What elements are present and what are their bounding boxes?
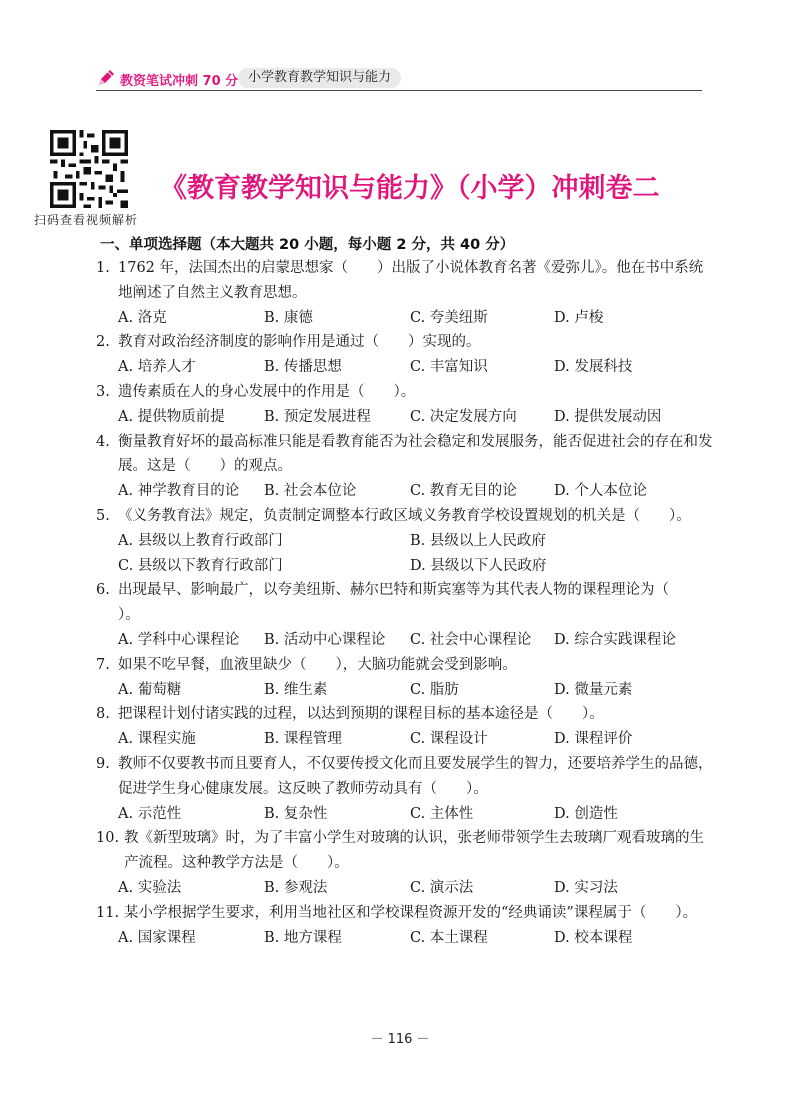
option-row xyxy=(118,678,716,703)
option-b: B. 康德 xyxy=(264,309,313,326)
option-c: C. 决定发展方向 xyxy=(410,408,517,425)
question-stem: 把课程计划付诸实践的过程，以达到预期的课程目标的基本途径是（ ）。 xyxy=(118,706,604,723)
option-d: D. 卢梭 xyxy=(554,309,604,326)
question-stem: 如果不吃早餐，血液里缺少（ ），大脑功能就会受到影响。 xyxy=(118,656,517,673)
option-a: A. 学科中心课程论 xyxy=(118,631,240,648)
question-item xyxy=(96,330,716,380)
option-row xyxy=(118,355,716,380)
question-number: 6. xyxy=(96,582,110,599)
question-item xyxy=(96,826,716,900)
option-row xyxy=(118,405,716,430)
question-stem: 教《新型玻璃》时，为了丰富小学生对玻璃的认识，张老师带领学生去玻璃厂观看玻璃的生产流程。这种教学方法是（ ）。 xyxy=(124,830,704,872)
option-row xyxy=(118,628,716,653)
question-number: 9. xyxy=(96,755,110,772)
option-d: D. 县级以下人民政府 xyxy=(410,557,547,574)
option-c: C. 夸美纽斯 xyxy=(410,309,488,326)
question-number: 1. xyxy=(96,260,110,276)
question-item xyxy=(96,702,716,752)
pencil-icon xyxy=(96,68,116,88)
option-a: A. 洛克 xyxy=(118,309,167,326)
page-number: － 116 － xyxy=(370,1032,430,1047)
option-a: A. 实验法 xyxy=(118,879,182,896)
option-c: C. 本土课程 xyxy=(410,929,488,946)
option-b: B. 县级以上人民政府 xyxy=(410,532,546,549)
option-a: A. 国家课程 xyxy=(118,929,196,946)
option-d: D. 提供发展动因 xyxy=(554,408,662,425)
question-number: 4. xyxy=(96,433,110,450)
option-b: B. 活动中心课程论 xyxy=(264,631,386,648)
option-row xyxy=(118,306,716,331)
option-a: A. 神学教育目的论 xyxy=(118,483,240,500)
qr-caption: 扫码查看视频解析 xyxy=(34,213,139,227)
option-b: B. 维生素 xyxy=(264,681,328,698)
option-d: D. 实习法 xyxy=(554,879,618,896)
option-row xyxy=(118,727,716,752)
option-d: D. 微量元素 xyxy=(554,681,633,698)
question-stem: 衡量教育好坏的最高标准只能是看教育能否为社会稳定和发展服务，能否促进社会的存在和发展。这是（ ）的观点。 xyxy=(118,433,713,475)
option-row xyxy=(118,479,716,504)
question-stem: 遗传素质在人的身心发展中的作用是（ ）。 xyxy=(118,383,416,400)
option-a: A. 示范性 xyxy=(118,805,182,822)
question-item xyxy=(96,901,716,951)
option-a: A. 课程实施 xyxy=(118,731,196,748)
option-c: C. 课程设计 xyxy=(410,731,488,748)
question-item xyxy=(96,430,716,504)
question-stem: 教师不仅要教书而且要育人，不仅要传授文化而且要发展学生的智力，还要培养学生的品德，促进学生身心健康发展。这反映了教师劳动具有（ ）。 xyxy=(118,755,713,797)
exam-title: 《教育教学知识与能力》（小学）冲刺卷二 xyxy=(160,173,660,204)
option-c: C. 教育无目的论 xyxy=(410,483,517,500)
option-b: B. 地方课程 xyxy=(264,929,342,946)
question-number: 7. xyxy=(96,656,110,673)
question-item xyxy=(96,653,716,703)
option-c: C. 主体性 xyxy=(410,805,474,822)
page-header xyxy=(96,66,702,92)
question-number: 2. xyxy=(96,334,110,351)
option-a: A. 县级以上教育行政部门 xyxy=(118,532,283,549)
question-item xyxy=(96,380,716,430)
option-a: A. 培养人才 xyxy=(118,359,196,376)
option-d: D. 综合实践课程论 xyxy=(554,631,676,648)
option-c: C. 社会中心课程论 xyxy=(410,631,532,648)
question-item xyxy=(96,752,716,826)
question-number: 10. xyxy=(96,830,120,847)
option-b: B. 课程管理 xyxy=(264,731,342,748)
question-number: 3. xyxy=(96,383,110,400)
option-c: C. 县级以下教育行政部门 xyxy=(118,557,283,574)
question-stem: 1762 年，法国杰出的启蒙思想家（ ）出版了小说体教育名著《爱弥儿》。他在书中系统地阐述了自然主义教育思想。 xyxy=(118,260,704,301)
question-number: 8. xyxy=(96,706,110,723)
option-row xyxy=(118,802,716,827)
option-b: B. 社会本位论 xyxy=(264,483,357,500)
option-d: D. 发展科技 xyxy=(554,359,633,376)
option-c: C. 丰富知识 xyxy=(410,359,488,376)
qr-code-icon[interactable] xyxy=(50,130,128,208)
option-a: A. 提供物质前提 xyxy=(118,408,225,425)
question-list xyxy=(96,256,716,950)
question-stem: 出现最早、影响最广，以夸美纽斯、赫尔巴特和斯宾塞等为其代表人物的课程理论为（ ）。 xyxy=(118,582,698,624)
option-b: B. 参观法 xyxy=(264,879,328,896)
question-item xyxy=(96,578,716,652)
option-row xyxy=(118,876,716,901)
question-item xyxy=(96,504,716,578)
option-b: B. 传播思想 xyxy=(264,359,342,376)
section-title: 一、单项选择题（本大题共 20 小题，每小题 2 分，共 40 分） xyxy=(100,237,515,253)
option-d: D. 校本课程 xyxy=(554,929,633,946)
option-c: C. 脂肪 xyxy=(410,681,459,698)
question-stem: 教育对政治经济制度的影响作用是通过（ ）实现的。 xyxy=(118,334,481,351)
option-row xyxy=(118,529,716,579)
question-stem: 某小学根据学生要求，利用当地社区和学校课程资源开发的“经典诵读”课程属于（ ）。 xyxy=(124,904,698,921)
option-d: D. 课程评价 xyxy=(554,731,633,748)
option-a: A. 葡萄糖 xyxy=(118,681,182,698)
option-d: D. 个人本位论 xyxy=(554,483,647,500)
option-d: D. 创造性 xyxy=(554,805,618,822)
question-number: 11. xyxy=(96,904,120,921)
question-number: 5. xyxy=(96,507,110,524)
question-stem: 《义务教育法》规定，负责制定调整本行政区域义务教育学校设置规划的机关是（ ）。 xyxy=(118,507,691,524)
option-c: C. 演示法 xyxy=(410,879,474,896)
header-subject: 小学教育教学知识与能力 xyxy=(238,68,401,88)
option-b: B. 复杂性 xyxy=(264,805,328,822)
header-brand: 教资笔试冲刺 70 分 xyxy=(120,74,239,89)
option-row xyxy=(118,926,716,951)
option-b: B. 预定发展进程 xyxy=(264,408,371,425)
header-rule xyxy=(96,90,702,91)
question-item xyxy=(96,256,716,330)
